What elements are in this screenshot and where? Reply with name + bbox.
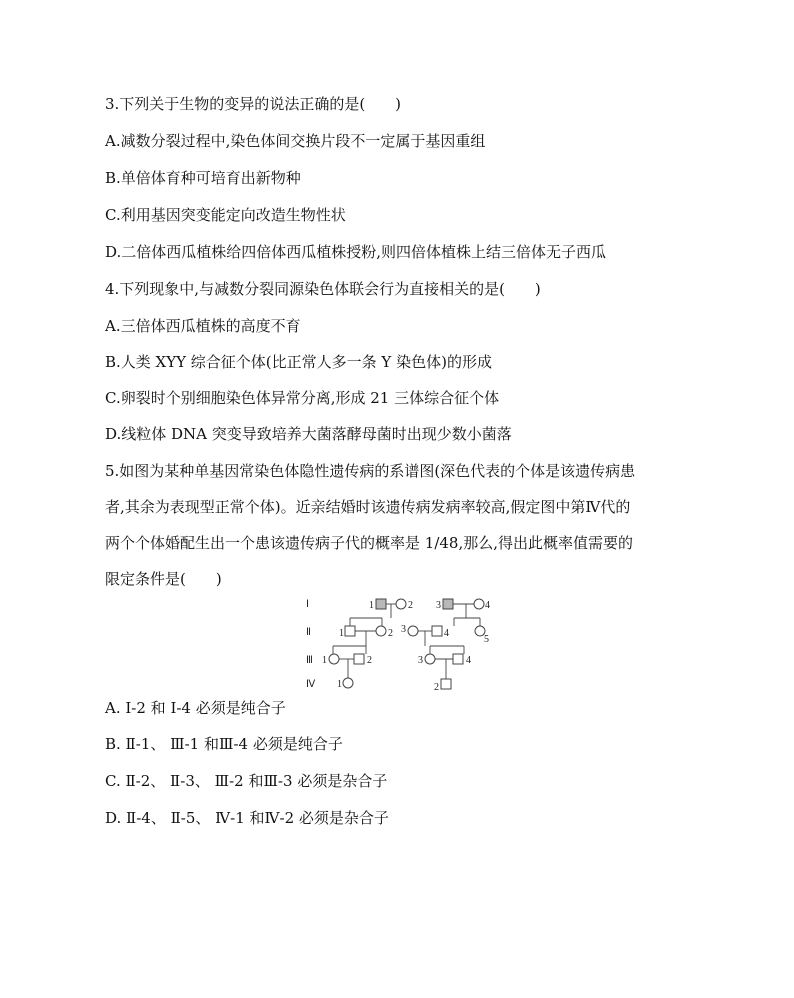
q3-option-c: C.利用基因突变能定向改造生物性状: [105, 206, 346, 224]
individual-III-3: [425, 654, 435, 664]
q3-option-d: D.二倍体西瓜植株给四倍体西瓜植株授粉,则四倍体植株上结三倍体无子西瓜: [105, 243, 607, 261]
individual-III-2: [354, 654, 364, 664]
label-II-3: 3: [401, 624, 406, 635]
q4-option-b: B.人类 XYY 综合征个体(比正常人多一条 Y 染色体)的形成: [105, 353, 492, 371]
individual-II-2: [376, 626, 386, 636]
label-II-5: 5: [484, 634, 489, 645]
label-III-2: 2: [367, 655, 372, 666]
individual-II-3: [408, 626, 418, 636]
q3-option-b: B.单倍体育种可培育出新物种: [105, 169, 301, 187]
individual-I-4: [474, 599, 484, 609]
individual-I-1: [376, 599, 386, 609]
individual-II-4: [432, 626, 442, 636]
individual-IV-1: [343, 678, 353, 688]
q5-stem-line3: 两个个体婚配生出一个患该遗传病子代的概率是 1/48,那么,得出此概率值需要的: [105, 534, 633, 552]
label-III-1: 1: [322, 655, 327, 666]
generation-label-1: Ⅰ: [306, 599, 309, 610]
q5-option-b: B. Ⅱ-1、 Ⅲ-1 和Ⅲ-4 必须是纯合子: [105, 735, 343, 753]
label-II-4: 4: [444, 628, 449, 639]
q5-stem-line1: 5.如图为某种单基因常染色体隐性遗传病的系谱图(深色代表的个体是该遗传病患: [105, 462, 636, 480]
label-I-4: 4: [485, 600, 490, 611]
label-I-3: 3: [436, 600, 441, 611]
label-II-1: 1: [339, 628, 344, 639]
pedigree-lines: [333, 604, 480, 679]
q5-option-c: C. Ⅱ-2、 Ⅱ-3、 Ⅲ-2 和Ⅲ-3 必须是杂合子: [105, 772, 388, 790]
individual-I-2: [396, 599, 406, 609]
label-III-4: 4: [466, 655, 471, 666]
q4-option-a: A.三倍体西瓜植株的高度不育: [105, 317, 301, 335]
individual-III-1: [329, 654, 339, 664]
generation-label-2: Ⅱ: [306, 627, 311, 638]
label-IV-1: 1: [337, 679, 342, 690]
individual-IV-2: [441, 679, 451, 689]
q4-option-c: C.卵裂时个别细胞染色体异常分离,形成 21 三体综合征个体: [105, 389, 500, 407]
label-I-1: 1: [369, 600, 374, 611]
label-I-2: 2: [408, 600, 413, 611]
individual-I-3: [443, 599, 453, 609]
label-IV-2: 2: [434, 682, 439, 693]
q3-stem: 3.下列关于生物的变异的说法正确的是( ): [105, 95, 402, 113]
q4-stem: 4.下列现象中,与减数分裂同源染色体联会行为直接相关的是( ): [105, 280, 541, 298]
generation-label-4: Ⅳ: [306, 679, 316, 690]
q5-stem-line4: 限定条件是( ): [105, 570, 222, 588]
generation-label-3: Ⅲ: [306, 655, 313, 666]
label-III-3: 3: [418, 655, 423, 666]
label-II-2: 2: [388, 628, 393, 639]
q3-option-a: A.减数分裂过程中,染色体间交换片段不一定属于基因重组: [105, 132, 486, 150]
q5-stem-line2: 者,其余为表现型正常个体)。近亲结婚时该遗传病发病率较高,假定图中第Ⅳ代的: [105, 498, 631, 516]
individual-III-4: [453, 654, 463, 664]
pedigree-chart: [300, 592, 510, 694]
q5-option-a: A. Ⅰ-2 和 Ⅰ-4 必须是纯合子: [105, 699, 286, 717]
individual-II-1: [345, 626, 355, 636]
q5-option-d: D. Ⅱ-4、 Ⅱ-5、 Ⅳ-1 和Ⅳ-2 必须是杂合子: [105, 809, 389, 827]
q4-option-d: D.线粒体 DNA 突变导致培养大菌落酵母菌时出现少数小菌落: [105, 425, 512, 443]
